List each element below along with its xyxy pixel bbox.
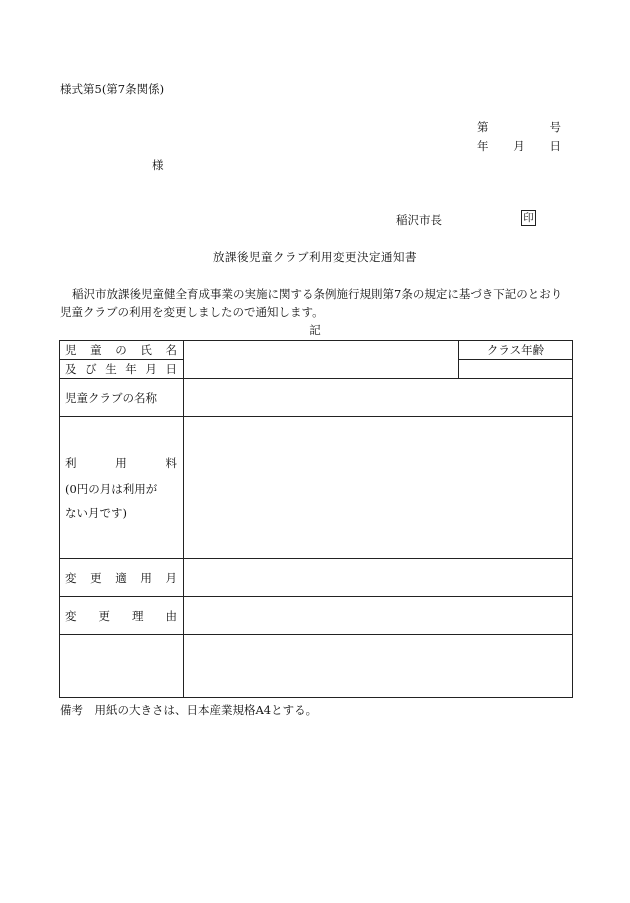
- class-age-value-cell[interactable]: [459, 360, 573, 379]
- child-name-value-cell[interactable]: [184, 341, 459, 379]
- number-suffix: 号: [549, 120, 561, 134]
- fee-note-line-1: (0円の月は利用が: [65, 481, 158, 496]
- body-text-line-1: 稲沢市放課後児童健全育成事業の実施に関する条例施行規則第7条の規定に基づき下記のとおり: [72, 287, 563, 301]
- birth-date-label: 及 び 生 年 月 日: [65, 362, 177, 376]
- ki-heading: 記: [309, 323, 321, 337]
- fee-note-line-2: ない月です): [65, 505, 127, 520]
- apply-month-label: 変 更 適 用 月: [65, 570, 177, 585]
- remarks-note: 備考 用紙の大きさは、日本産業規格A4とする。: [60, 703, 318, 717]
- form-number-label: 様式第5(第7条関係): [60, 82, 165, 96]
- date-line: [477, 138, 561, 154]
- child-name-label-cell: [60, 341, 184, 360]
- club-name-value-cell[interactable]: [184, 379, 573, 417]
- notice-table: [59, 340, 573, 698]
- reason-label-cell: [60, 597, 184, 635]
- club-name-label-cell: [60, 379, 184, 417]
- date-year: 年: [477, 139, 489, 153]
- issuer-name: 稲沢市長: [396, 213, 442, 227]
- document-title: 放課後児童クラブ利用変更決定通知書: [213, 250, 417, 264]
- apply-month-value-cell[interactable]: [184, 559, 573, 597]
- body-text-line-2: 児童クラブの利用を変更しましたので通知します。: [60, 305, 324, 319]
- seal-box: 印: [521, 210, 536, 226]
- number-prefix: 第: [477, 120, 489, 134]
- date-month: 月: [513, 139, 525, 153]
- fee-value-cell[interactable]: [184, 417, 573, 559]
- club-name-label: 児童クラブの名称: [65, 390, 157, 405]
- fee-label: 利 用 料: [65, 455, 177, 470]
- addressee-honorific: 様: [152, 158, 164, 172]
- apply-month-label-cell: [60, 559, 184, 597]
- reason-value-cell[interactable]: [184, 597, 573, 635]
- birth-date-label-cell: [60, 360, 184, 379]
- child-name-label: 児 童 の 氏 名: [65, 343, 177, 357]
- blank-value-cell[interactable]: [184, 635, 573, 698]
- document-number-line: [477, 119, 561, 135]
- reason-label: 変 更 理 由: [65, 608, 177, 623]
- class-age-label: クラス年齢: [459, 341, 573, 360]
- fee-label-cell: [60, 417, 184, 559]
- blank-label-cell: [60, 635, 184, 698]
- date-day: 日: [549, 139, 561, 153]
